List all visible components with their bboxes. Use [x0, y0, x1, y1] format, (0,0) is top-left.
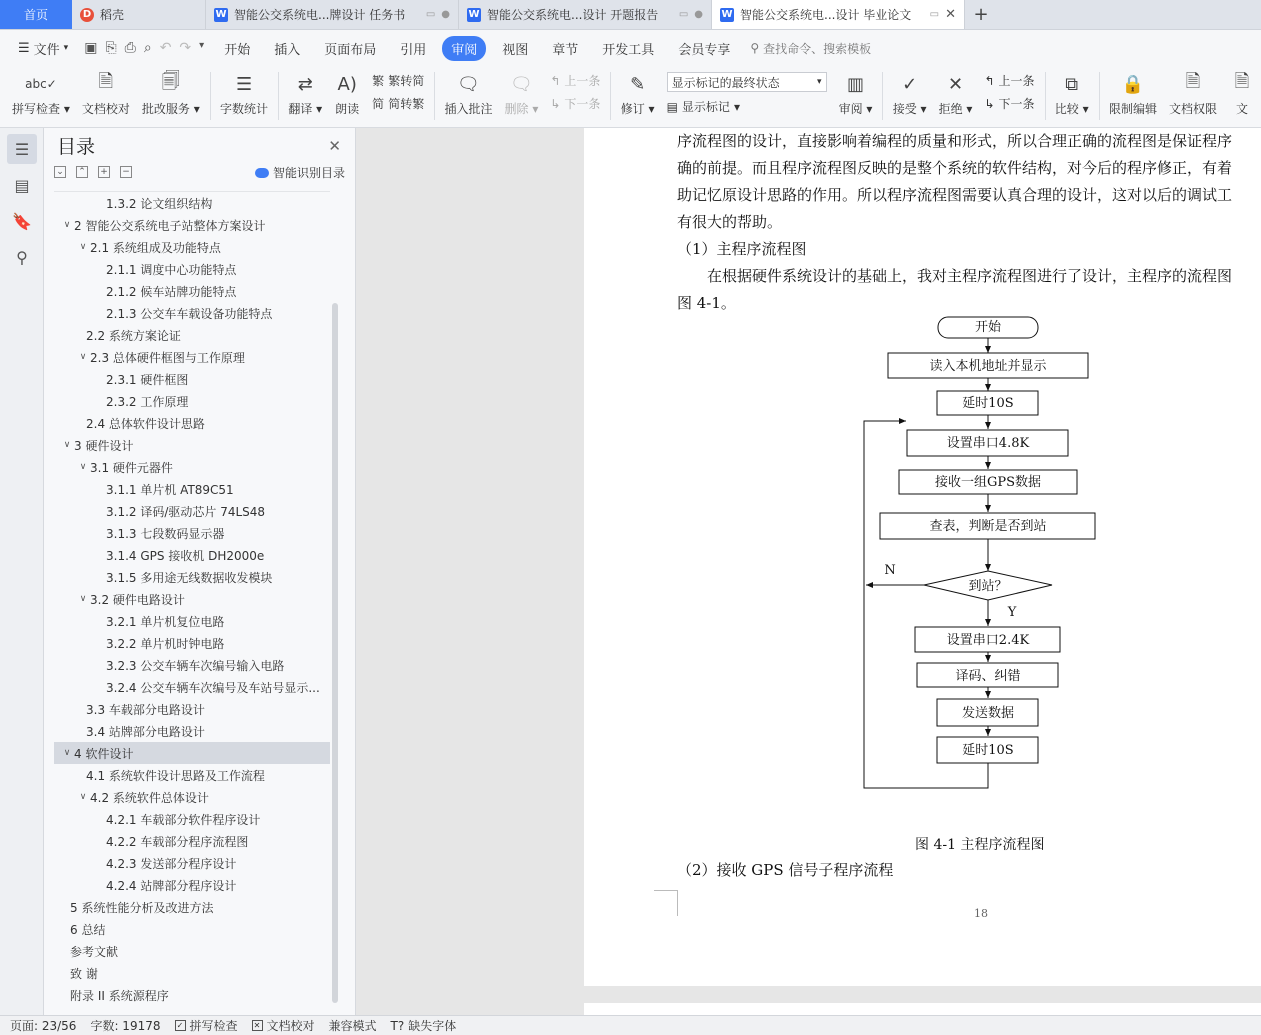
toc-item-label: 2.3.1 硬件框图 — [106, 372, 189, 387]
toc-title: 目录 — [57, 135, 96, 158]
tab-monitor-icon: ▭ — [678, 9, 689, 20]
toc-item[interactable] — [54, 830, 330, 852]
menu-bar — [0, 30, 1261, 66]
flow-no-label: N — [884, 563, 896, 578]
toc-item-label: 2.2 系统方案论证 — [86, 328, 181, 343]
toc-item-label: 4.2.1 车载部分软件程序设计 — [106, 812, 261, 827]
toc-item-label: 参考文献 — [70, 944, 119, 959]
body-line: 助记忆原设计思路的作用。所以程序流程图需要认真合理的设计，这对以后的调试工 — [677, 186, 1233, 204]
toc-item[interactable] — [54, 456, 330, 478]
smart-toc-button[interactable] — [255, 164, 345, 181]
toc-list — [54, 191, 330, 1009]
tab-dot-icon: ● — [694, 9, 703, 20]
restrict-edit-label: 限制编辑 — [1108, 102, 1157, 116]
trad-to-simp-label: 繁转简 — [388, 74, 425, 88]
word-count-button[interactable] — [214, 66, 274, 117]
toc-item-label: 3.1.4 GPS 接收机 DH2000e — [106, 548, 265, 563]
word-count-indicator[interactable]: 字数: 19178 — [90, 1019, 161, 1033]
flow-yes-label: Y — [1007, 605, 1017, 620]
document-area — [356, 128, 1261, 1015]
annotate-service-icon: 🗐 — [161, 71, 180, 92]
flow-serial-2: 设置串口2.4K — [946, 633, 1030, 648]
toc-icon[interactable]: ☰ — [7, 134, 37, 164]
body-line: 确的前提。而且程序流程图反映的是整个系统的软件结构，对今后的程序修正，有着 — [677, 159, 1233, 177]
save-icon[interactable]: ▣ — [84, 40, 98, 56]
menu-review[interactable]: 审阅 — [442, 36, 486, 61]
page-corner-mark — [654, 890, 678, 916]
toc-item[interactable] — [54, 698, 330, 720]
toc-item-label: 4.2.2 车载部分程序流程图 — [106, 834, 249, 849]
ai-icon — [255, 168, 269, 178]
smart-toc-label: 智能识别目录 — [272, 166, 345, 180]
search-icon: ⚲ — [750, 41, 760, 55]
toc-scrollbar[interactable] — [332, 303, 338, 1003]
accept-label: 接受 — [892, 102, 917, 116]
track-changes-label: 修订 — [620, 102, 645, 116]
spell-check-label: 拼写检查 — [12, 102, 61, 116]
print-icon[interactable]: ⎙ — [124, 40, 136, 56]
toc-item-label: 附录 II 系统源程序 — [70, 988, 169, 1003]
accept-icon: ✓ — [902, 73, 918, 95]
toc-item[interactable] — [54, 522, 330, 544]
annotate-service-button[interactable]: 🗐 批改服务 ▾ — [141, 71, 200, 116]
command-search[interactable] — [750, 40, 871, 57]
toc-item[interactable] — [54, 654, 330, 676]
tab-daoke-label: 稻壳 — [100, 8, 125, 22]
toc-item[interactable] — [54, 918, 330, 940]
toc-item-label: 3.1.3 七段数码显示器 — [106, 526, 225, 541]
toc-item[interactable] — [54, 808, 330, 830]
flow-read-addr: 读入本机地址并显示 — [929, 359, 1047, 374]
toc-item-label: 3.2.2 单片机时钟电路 — [106, 636, 225, 651]
show-markup-icon: ▤ — [666, 99, 678, 114]
doc-check-icon: 🗎 — [98, 71, 114, 92]
reject-icon: ✕ — [947, 73, 964, 95]
prev-comment-label: 上一条 — [564, 74, 601, 88]
figure-caption: 图 4-1 主程序流程图 — [915, 837, 1045, 853]
doc-rights-icon: 🗎 — [1185, 71, 1201, 92]
toc-item-label: 3.2.4 公交车辆车次编号及车站号显示... — [106, 680, 320, 695]
track-changes-button[interactable]: ✎ 修订 ▾ — [615, 66, 661, 117]
status-spell-label: 拼写检查 — [189, 1019, 238, 1033]
next-change-label: 下一条 — [998, 97, 1035, 111]
flow-arrived: 到站？ — [968, 579, 1008, 594]
close-icon[interactable]: ✕ — [328, 137, 341, 155]
spell-check-icon: abc✓ — [25, 77, 57, 91]
toc-item-label: 2.3 总体硬件框图与工作原理 — [90, 350, 245, 365]
menu-developer[interactable]: 开发工具 — [602, 42, 655, 58]
toc-item-label: 致 谢 — [70, 966, 98, 981]
spell-check-button[interactable]: abc✓ 拼写检查 ▾ — [6, 66, 76, 117]
file-menu-label: 文件 — [33, 42, 60, 58]
next-comment-label: 下一条 — [564, 97, 601, 111]
prev-icon: ↰ — [550, 73, 561, 88]
menu-member[interactable]: 会员专享 — [678, 42, 731, 58]
toc-item[interactable] — [54, 874, 330, 896]
menu-view[interactable]: 视图 — [502, 42, 529, 58]
flow-serial-1: 设置串口4.8K — [946, 436, 1030, 451]
doc-more-button[interactable] — [1223, 66, 1261, 117]
chevron-down-icon[interactable]: ∨ — [79, 792, 87, 802]
find-icon[interactable]: ⚲ — [16, 247, 28, 267]
tab-doc-thesis[interactable] — [712, 0, 965, 29]
next-icon: ↳ — [550, 96, 561, 111]
toc-item[interactable] — [54, 500, 330, 522]
translate-icon: ⇄ — [297, 73, 313, 95]
compare-label: 比较 — [1054, 102, 1079, 116]
toc-toolbar — [44, 162, 355, 182]
read-aloud-label: 朗读 — [335, 102, 360, 116]
insert-comment-label: 插入批注 — [444, 102, 493, 116]
main-flowchart — [584, 128, 1261, 828]
track-changes-icon: ✎ — [630, 73, 646, 95]
daoke-icon: D — [80, 8, 94, 22]
toc-item-label: 2 智能公交系统电子站整体方案设计 — [74, 218, 266, 233]
read-aloud-icon: A) — [337, 73, 357, 95]
menu-references[interactable]: 引用 — [400, 42, 427, 58]
toc-item[interactable] — [54, 742, 330, 764]
chevron-down-icon[interactable]: ∨ — [63, 220, 71, 230]
review-pane-button[interactable]: ▥ 审阅 ▾ — [833, 66, 879, 117]
tab-close-icon[interactable]: ✕ — [945, 7, 956, 22]
show-markup-button[interactable]: ▤ 显示标记 ▾ — [666, 99, 740, 114]
next-comment-button[interactable] — [550, 95, 600, 112]
read-aloud-button[interactable] — [328, 66, 366, 117]
trad-to-simp-icon: 繁 — [372, 74, 385, 88]
lock-icon: 🔒 — [1121, 73, 1145, 95]
tab-home-label: 首页 — [23, 8, 48, 22]
toc-item-label: 3.2 硬件电路设计 — [90, 592, 185, 607]
show-markup-label: 显示标记 — [681, 100, 730, 114]
toc-item[interactable] — [54, 566, 330, 588]
tab-doc-thesis-label: 智能公交系统电...设计 毕业论文 — [740, 8, 912, 22]
check-icon: ✓ — [175, 1020, 186, 1031]
toc-item-label: 3.1.1 单片机 AT89C51 — [106, 482, 234, 497]
compare-icon: ⧉ — [1065, 73, 1079, 95]
insert-comment-icon: 🗨 — [457, 73, 480, 95]
toc-item[interactable] — [54, 588, 330, 610]
flow-send: 发送数据 — [961, 706, 1015, 721]
chevron-down-icon[interactable]: ∨ — [79, 462, 87, 472]
chevron-down-icon: ▾ — [63, 43, 69, 53]
tab-home[interactable] — [0, 0, 72, 29]
doc-rights-button[interactable] — [1163, 66, 1223, 117]
missing-font-icon: T? — [390, 1018, 405, 1033]
tab-doc-task-label: 智能公交系统电...牌设计 任务书 — [234, 8, 406, 22]
toc-item-label: 4 软件设计 — [74, 746, 134, 761]
toc-item-label: 1.3.2 论文组织结构 — [106, 196, 213, 211]
doc-rights-label: 文档权限 — [1168, 102, 1217, 116]
toc-item-label: 3.1.5 多用途无线数据收发模块 — [106, 570, 273, 585]
prev-change-button[interactable] — [984, 72, 1034, 89]
toc-item[interactable] — [54, 720, 330, 742]
review-pane-label: 审阅 — [838, 102, 863, 116]
toc-item-label: 4.2.3 发送部分程序设计 — [106, 856, 237, 871]
hamburger-icon: ☰ — [18, 40, 30, 56]
toc-item[interactable] — [54, 346, 330, 368]
prev-comment-button[interactable] — [550, 72, 600, 89]
doc-check-label: 文档校对 — [81, 102, 130, 116]
print-preview-icon[interactable]: ⌕ — [143, 40, 152, 56]
page-indicator[interactable]: 页面: 23/56 — [10, 1019, 77, 1033]
status-bar — [0, 1015, 1261, 1035]
toc-item[interactable] — [54, 852, 330, 874]
flow-start: 开始 — [974, 320, 1002, 335]
body-line: 在根据硬件系统设计的基础上，我对主程序流程图进行了设计，主程序的流程图 — [677, 267, 1233, 285]
toc-item-label: 3.2.3 公交车辆车次编号输入电路 — [106, 658, 285, 673]
comment-nav-group — [544, 66, 606, 112]
status-doc-check[interactable] — [252, 1017, 315, 1034]
review-pane-icon: ▥ — [846, 73, 864, 95]
undo-icon[interactable]: ↶ — [159, 40, 172, 56]
restrict-edit-button[interactable] — [1103, 66, 1163, 117]
nav-rail — [0, 128, 44, 1015]
simp-to-trad-button[interactable] — [372, 95, 424, 112]
missing-font-label: 缺失字体 — [408, 1019, 457, 1033]
file-menu[interactable] — [10, 39, 76, 58]
chevron-down-icon[interactable]: ∨ — [79, 352, 87, 362]
command-search-label: 查找命令、搜索模板 — [763, 41, 872, 56]
export-icon[interactable]: ⎘ — [105, 40, 117, 56]
toc-item[interactable] — [54, 214, 330, 236]
toc-item[interactable] — [54, 280, 330, 302]
toc-item-label: 2.1.2 候车站牌功能特点 — [106, 284, 237, 299]
toc-item-label: 3.1 硬件元器件 — [90, 460, 173, 475]
quick-access — [76, 40, 212, 56]
insert-comment-button[interactable] — [438, 66, 498, 117]
simp-to-trad-icon: 简 — [372, 97, 385, 111]
chevron-down-icon[interactable]: ∨ — [63, 440, 71, 450]
next-change-button[interactable] — [984, 95, 1034, 112]
tab-monitor-icon: ▭ — [425, 9, 436, 20]
customize-icon[interactable]: ▾ — [199, 40, 205, 51]
delete-comment-button[interactable]: 🗨 删除 ▾ — [499, 66, 545, 117]
toc-item-label: 2.4 总体软件设计思路 — [86, 416, 205, 431]
toc-item[interactable] — [54, 962, 330, 984]
chevron-down-icon[interactable]: ∨ — [79, 242, 87, 252]
simp-to-trad-label: 简转繁 — [388, 97, 425, 111]
toc-item[interactable] — [54, 984, 330, 1006]
toc-item[interactable] — [54, 786, 330, 808]
change-nav-group — [978, 66, 1040, 112]
doc-more-icon: 🗎 — [1234, 71, 1250, 92]
prev-icon: ↰ — [984, 73, 995, 88]
flow-recv-gps: 接收一组GPS数据 — [934, 475, 1042, 490]
writer-doc-icon: W — [215, 9, 227, 20]
toc-item-label: 3.3 车载部分电路设计 — [86, 702, 205, 717]
chevron-down-icon[interactable]: ∨ — [79, 594, 87, 604]
toc-item[interactable] — [54, 544, 330, 566]
word-count-label: 字数统计 — [220, 102, 269, 116]
toc-item-label: 2.3.2 工作原理 — [106, 394, 189, 409]
doc-check-button[interactable] — [76, 66, 136, 117]
toc-item-label: 3 硬件设计 — [74, 438, 134, 453]
toc-item[interactable] — [54, 478, 330, 500]
accept-button[interactable]: ✓ 接受 ▾ — [887, 66, 933, 117]
prev-change-label: 上一条 — [998, 74, 1035, 88]
toc-panel — [44, 128, 356, 1015]
tab-monitor-icon: ▭ — [929, 9, 940, 20]
body-line: 序流程图的设计，直接影响着编程的质量和形式，所以合理正确的流程图是保证程序 — [677, 132, 1233, 150]
toc-item[interactable] — [54, 324, 330, 346]
expand-icon[interactable]: ⌄ — [54, 166, 66, 178]
toc-item[interactable] — [54, 896, 330, 918]
toc-item-label: 3.4 站牌部分电路设计 — [86, 724, 205, 739]
tab-daoke[interactable] — [72, 0, 206, 29]
missing-font-button[interactable] — [391, 1017, 457, 1034]
markup-group — [661, 66, 833, 115]
flow-decode: 译码、纠错 — [955, 669, 1021, 684]
toc-item[interactable] — [54, 434, 330, 456]
toc-item-label: 2.1.3 公交车车载设备功能特点 — [106, 306, 273, 321]
toc-item-label: 5 系统性能分析及改进方法 — [70, 900, 214, 915]
status-spell-check[interactable] — [175, 1017, 238, 1034]
toc-item[interactable] — [54, 368, 330, 390]
toc-item[interactable] — [54, 390, 330, 412]
reject-label: 拒绝 — [938, 102, 963, 116]
markup-state-value: 显示标记的最终状态 — [671, 75, 780, 90]
menu-insert[interactable]: 插入 — [274, 42, 301, 58]
tab-doc-proposal[interactable] — [459, 0, 712, 29]
toc-item[interactable] — [54, 940, 330, 962]
bookmark-icon[interactable]: 🔖 — [12, 211, 32, 231]
chapter-icon[interactable]: ▤ — [14, 175, 30, 195]
next-page — [584, 1003, 1261, 1015]
word-count-icon: ☰ — [235, 73, 253, 95]
collapse-icon[interactable]: ⌃ — [76, 166, 88, 178]
page-number: 18 — [974, 907, 988, 920]
section-heading: （1）主程序流程图 — [677, 240, 807, 258]
toc-item-label: 2.1.1 调度中心功能特点 — [106, 262, 237, 277]
body-line: 有很大的帮助。 — [677, 213, 783, 231]
section-heading: （2）接收 GPS 信号子程序流程 — [677, 861, 894, 879]
toc-item[interactable] — [54, 236, 330, 258]
toc-item[interactable] — [54, 676, 330, 698]
chevron-down-icon[interactable]: ∨ — [63, 748, 71, 758]
redo-icon[interactable]: ↷ — [179, 40, 192, 56]
toc-item-label: 4.1 系统软件设计思路及工作流程 — [86, 768, 265, 783]
toc-item[interactable] — [54, 192, 330, 214]
toc-item-label: 4.2.4 站牌部分程序设计 — [106, 878, 237, 893]
menu-chapter[interactable]: 章节 — [552, 42, 579, 58]
tab-doc-task[interactable] — [206, 0, 459, 29]
toc-item-label: 3.1.2 译码/驱动芯片 74LS48 — [106, 504, 266, 519]
tab-dot-icon: ● — [441, 9, 450, 20]
flow-lookup: 查表，判断是否到站 — [929, 519, 1047, 534]
new-tab-button[interactable]: + — [973, 4, 989, 25]
flow-delay-2: 延时10S — [962, 743, 1014, 758]
delete-comment-icon: 🗨 — [509, 73, 533, 95]
menu-start[interactable]: 开始 — [224, 42, 251, 58]
toc-item[interactable] — [54, 302, 330, 324]
compat-mode[interactable]: 兼容模式 — [328, 1019, 377, 1033]
toc-item-label: 6 总结 — [70, 922, 106, 937]
writer-doc-icon: W — [468, 9, 480, 20]
next-icon: ↳ — [984, 96, 995, 111]
flow-delay-1: 延时10S — [962, 396, 1014, 411]
status-doc-check-label: 文档校对 — [266, 1019, 315, 1033]
translate-label: 翻译 — [288, 102, 313, 116]
tab-doc-proposal-label: 智能公交系统电...设计 开题报告 — [487, 8, 659, 22]
document-page — [584, 128, 1261, 986]
cross-icon: ✕ — [252, 1020, 263, 1031]
translate-button[interactable]: ⇄ 翻译 ▾ — [282, 66, 328, 117]
toc-item[interactable] — [54, 610, 330, 632]
toc-item[interactable] — [54, 632, 330, 654]
menu-layout[interactable]: 页面布局 — [324, 42, 377, 58]
review-ribbon — [0, 66, 1261, 128]
body-line: 图 4-1。 — [677, 294, 736, 312]
add-icon[interactable]: + — [98, 166, 110, 178]
toc-item[interactable] — [54, 764, 330, 786]
doc-more-label: 文 — [1235, 102, 1248, 116]
writer-doc-icon: W — [721, 9, 733, 20]
chevron-down-icon: ▾ — [817, 77, 822, 87]
reject-button[interactable]: ✕ 拒绝 ▾ — [933, 66, 979, 117]
markup-state-select[interactable] — [667, 72, 827, 92]
tab-bar — [0, 0, 1261, 30]
compare-button[interactable]: ⧉ 比较 ▾ — [1049, 66, 1095, 117]
toc-item[interactable] — [54, 412, 330, 434]
toc-item-label: 4.2 系统软件总体设计 — [90, 790, 209, 805]
toc-item-label: 2.1 系统组成及功能特点 — [90, 240, 221, 255]
trad-to-simp-button[interactable] — [372, 72, 424, 89]
toc-item-label: 3.2.1 单片机复位电路 — [106, 614, 225, 629]
convert-group — [366, 66, 430, 112]
remove-icon[interactable]: − — [120, 166, 132, 178]
delete-comment-label: 删除 — [504, 102, 529, 116]
toc-item[interactable] — [54, 258, 330, 280]
annotate-service-label: 批改服务 — [141, 102, 190, 116]
